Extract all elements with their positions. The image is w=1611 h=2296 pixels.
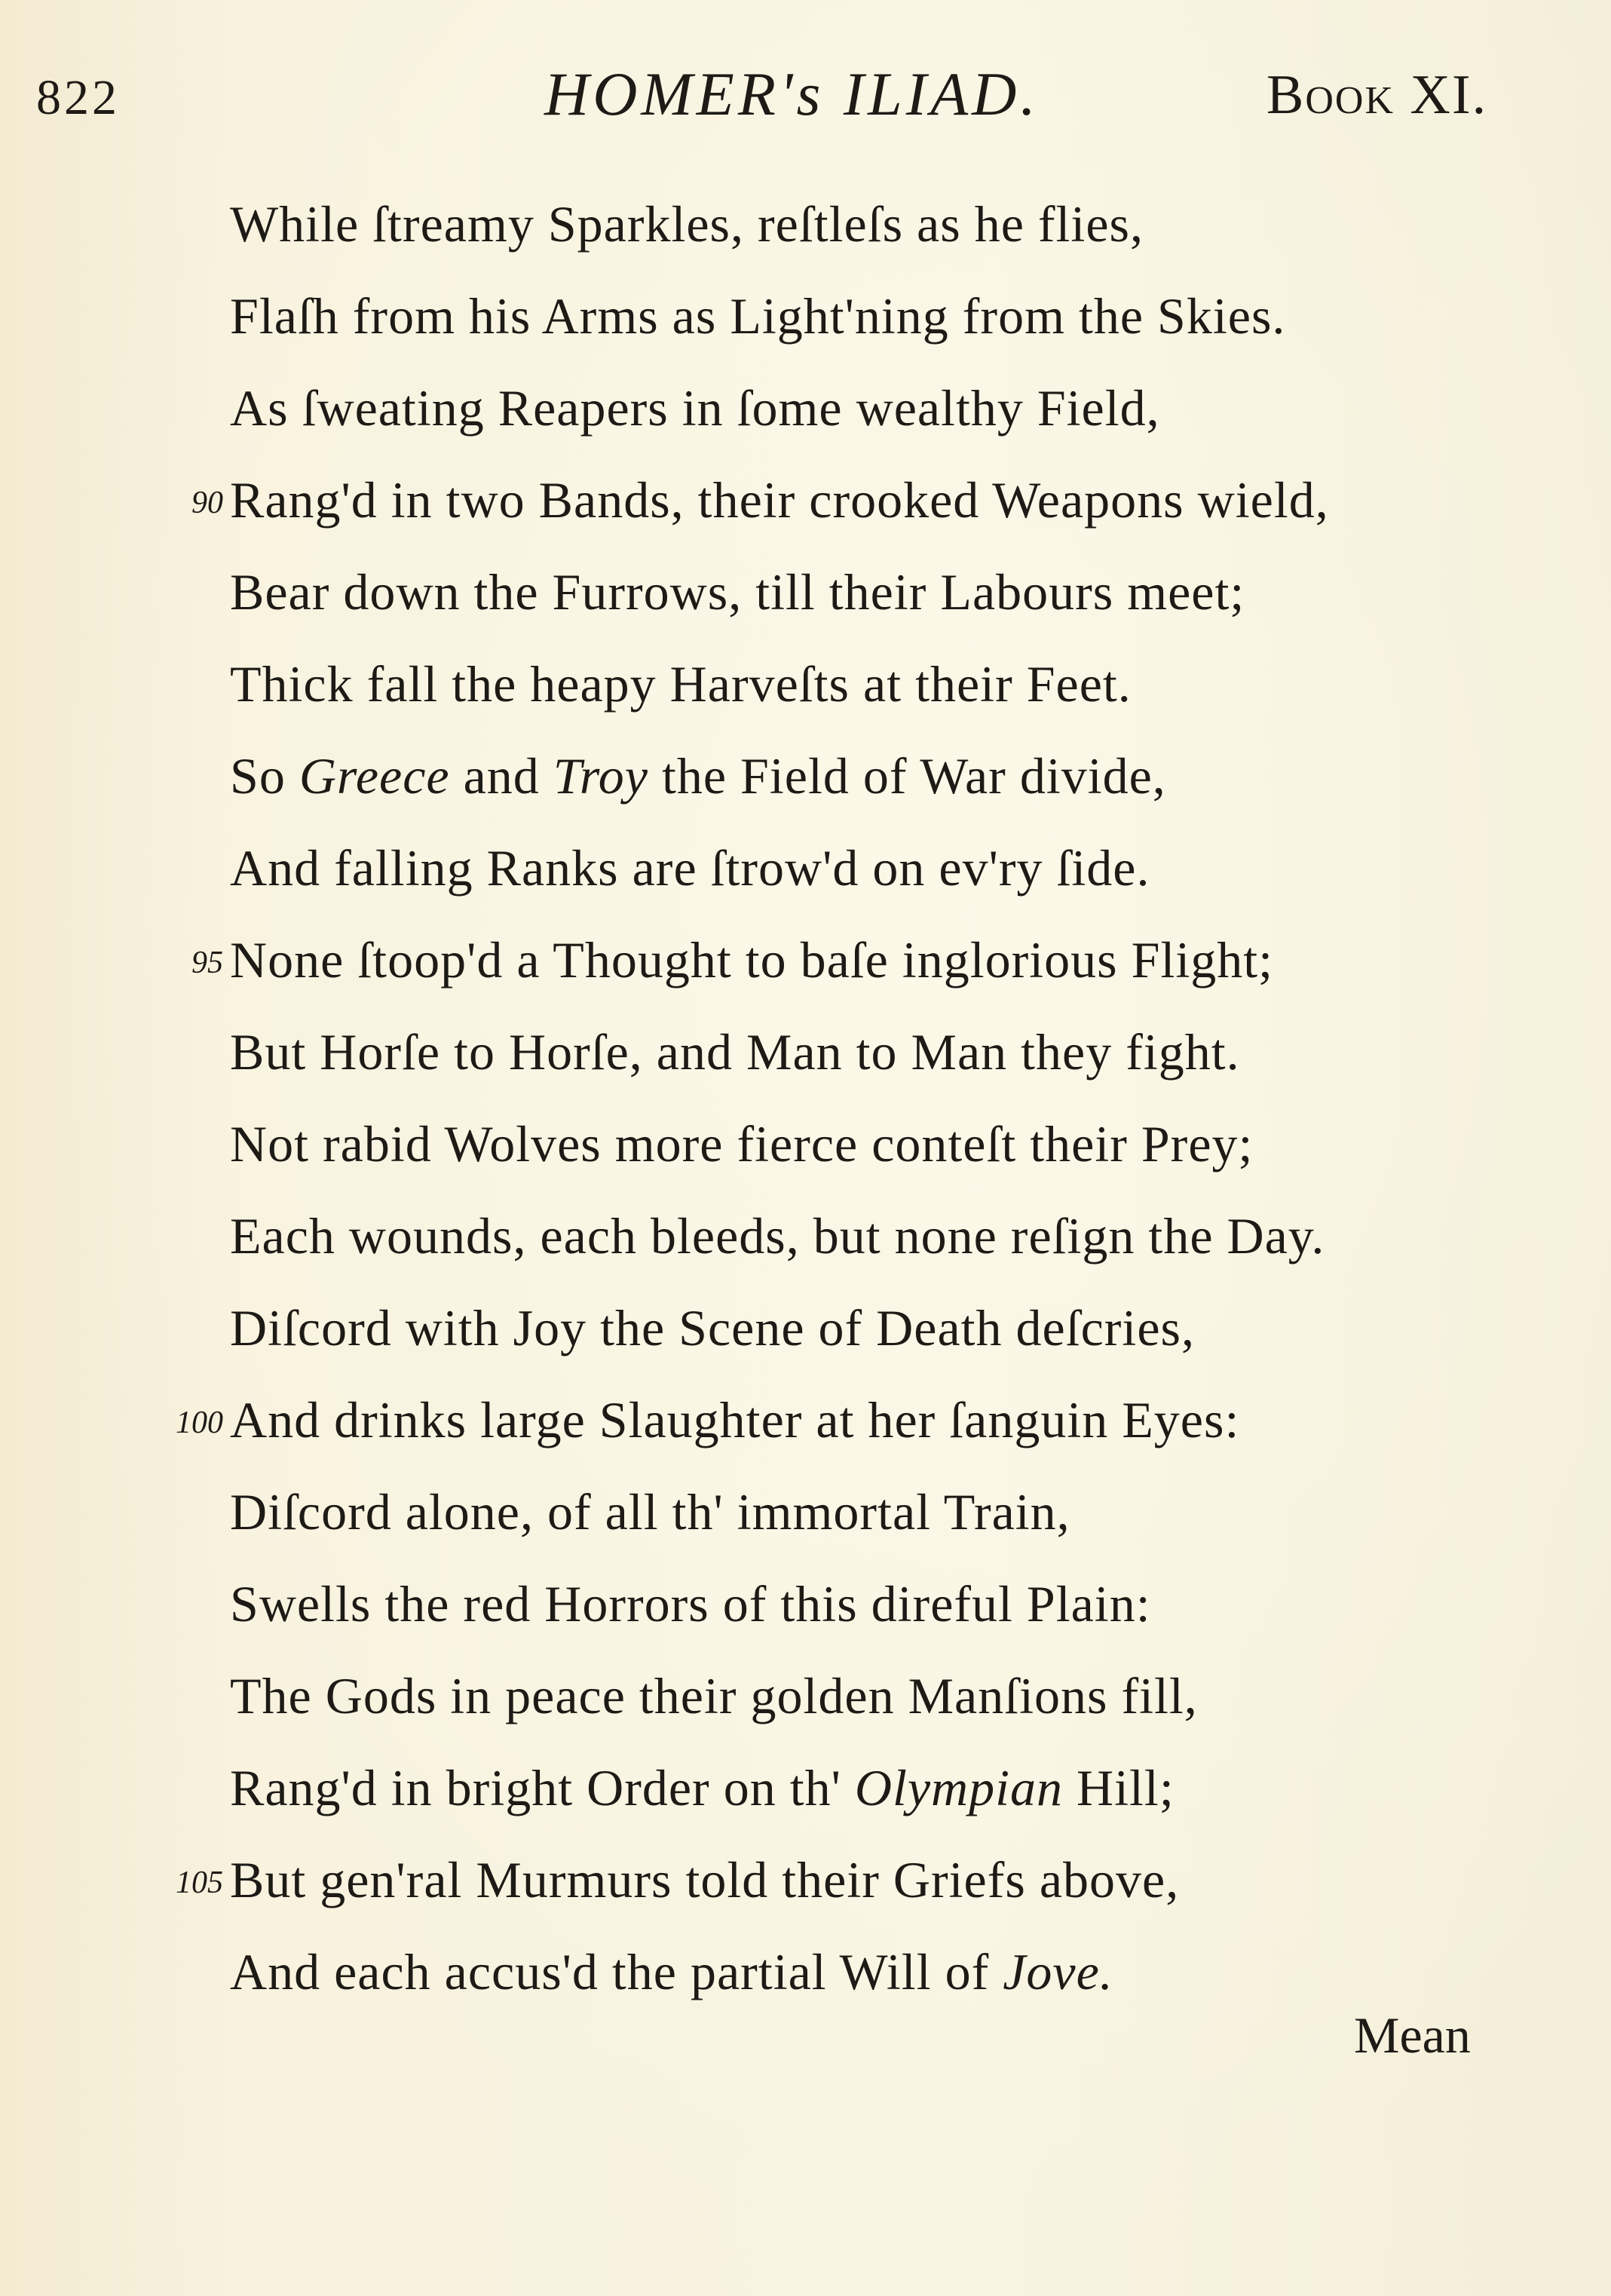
line-number: 100 bbox=[176, 1405, 223, 1440]
verse-text: As ſweating Reapers in ſome wealthy Field, bbox=[230, 379, 1160, 437]
running-head bbox=[0, 59, 1611, 142]
verse-line bbox=[0, 550, 1611, 642]
verse-text: And falling Ranks are ſtrow'd on ev'ry ſide. bbox=[230, 839, 1150, 897]
verse-text: None ſtoop'd a Thought to baſe inglorious Flight; bbox=[230, 931, 1274, 989]
verse-line bbox=[0, 642, 1611, 734]
verse-line-text bbox=[230, 650, 1132, 718]
line-number: 90 bbox=[191, 486, 223, 520]
running-title: HOMER's ILIAD. bbox=[544, 60, 1040, 128]
verse-text: Diſcord alone, of all th' immortal Train, bbox=[230, 1483, 1070, 1540]
line-number: 95 bbox=[191, 946, 223, 980]
verse-line bbox=[0, 1838, 1611, 1930]
verse-text: Flaſh from his Arms as Light'ning from the Skies. bbox=[230, 287, 1286, 345]
verse-text: The Gods in peace their golden Manſions fill, bbox=[230, 1667, 1198, 1724]
verse-text: While ſtreamy Sparkles, reſtleſs as he flies, bbox=[230, 195, 1144, 253]
verse-line bbox=[0, 1010, 1611, 1102]
catchword: Mean bbox=[1354, 2006, 1471, 2064]
italic-proper-name: Troy bbox=[553, 747, 648, 805]
verse-line-text bbox=[230, 1018, 1240, 1086]
page-number: 822 bbox=[36, 70, 120, 125]
verse-text: But Horſe to Horſe, and Man to Man they fight. bbox=[230, 1023, 1240, 1081]
verse-line-text bbox=[230, 1386, 1239, 1454]
verse-line bbox=[0, 182, 1611, 274]
verse-text: And each accus'd the partial Will of bbox=[230, 1943, 1003, 2000]
verse-text: And drinks large Slaughter at her ſanguin Eyes: bbox=[230, 1391, 1240, 1448]
verse-line bbox=[0, 734, 1611, 826]
verse-line bbox=[0, 1378, 1611, 1470]
verse-line bbox=[0, 1102, 1611, 1194]
verse-line-text bbox=[230, 1662, 1198, 1730]
verse-line-text bbox=[230, 1754, 1175, 1822]
verse-line bbox=[0, 1470, 1611, 1562]
verse-line bbox=[0, 1746, 1611, 1838]
verse-text: Diſcord with Joy the Scene of Death deſcries, bbox=[230, 1299, 1195, 1356]
line-number: 105 bbox=[176, 1865, 223, 1900]
verse-text: Hill; bbox=[1063, 1759, 1175, 1816]
verse-line-text bbox=[230, 1846, 1179, 1914]
italic-proper-name: Jove. bbox=[1003, 1943, 1113, 2000]
verse-text: the Field of War divide, bbox=[648, 747, 1166, 805]
verse-text: Rang'd in two Bands, their crooked Weapons wield, bbox=[230, 471, 1329, 529]
verse-line-text bbox=[230, 1110, 1253, 1178]
verse-block bbox=[0, 182, 1611, 2022]
verse-line-text bbox=[230, 1294, 1195, 1362]
verse-text: Not rabid Wolves more fierce conteſt their Prey; bbox=[230, 1115, 1254, 1173]
verse-line bbox=[0, 366, 1611, 458]
italic-proper-name: Olympian bbox=[854, 1759, 1064, 1816]
verse-text: Rang'd in bright Order on th' bbox=[230, 1759, 855, 1816]
verse-line-text bbox=[230, 190, 1144, 258]
verse-line bbox=[0, 918, 1611, 1010]
verse-text: Swells the red Horrors of this direful Plain: bbox=[230, 1575, 1151, 1632]
book-label: Book XI. bbox=[1266, 64, 1488, 126]
verse-line-text bbox=[230, 282, 1285, 350]
verse-line bbox=[0, 1562, 1611, 1654]
verse-line bbox=[0, 274, 1611, 366]
verse-line-text bbox=[230, 742, 1166, 810]
italic-proper-name: Greece bbox=[299, 747, 450, 805]
verse-line-text bbox=[230, 834, 1150, 902]
verse-text: and bbox=[449, 747, 553, 805]
verse-text: Thick fall the heapy Harveſts at their Feet. bbox=[230, 655, 1132, 713]
verse-line-text bbox=[230, 926, 1273, 994]
verse-line-text bbox=[230, 1570, 1151, 1638]
verse-line bbox=[0, 458, 1611, 550]
verse-text: So bbox=[230, 747, 299, 805]
verse-text: Bear down the Furrows, till their Labours meet; bbox=[230, 563, 1245, 621]
verse-line bbox=[0, 1194, 1611, 1286]
verse-line bbox=[0, 826, 1611, 918]
verse-line-text bbox=[230, 466, 1329, 534]
verse-text: Each wounds, each bleeds, but none reſign the Day. bbox=[230, 1207, 1325, 1264]
verse-line-text bbox=[230, 374, 1160, 442]
verse-text: But gen'ral Murmurs told their Griefs above, bbox=[230, 1851, 1180, 1908]
verse-line bbox=[0, 1286, 1611, 1378]
verse-line-text bbox=[230, 1202, 1325, 1270]
verse-line bbox=[0, 1654, 1611, 1746]
verse-line-text bbox=[230, 558, 1245, 626]
verse-line-text bbox=[230, 1938, 1113, 2006]
verse-line-text bbox=[230, 1478, 1070, 1546]
